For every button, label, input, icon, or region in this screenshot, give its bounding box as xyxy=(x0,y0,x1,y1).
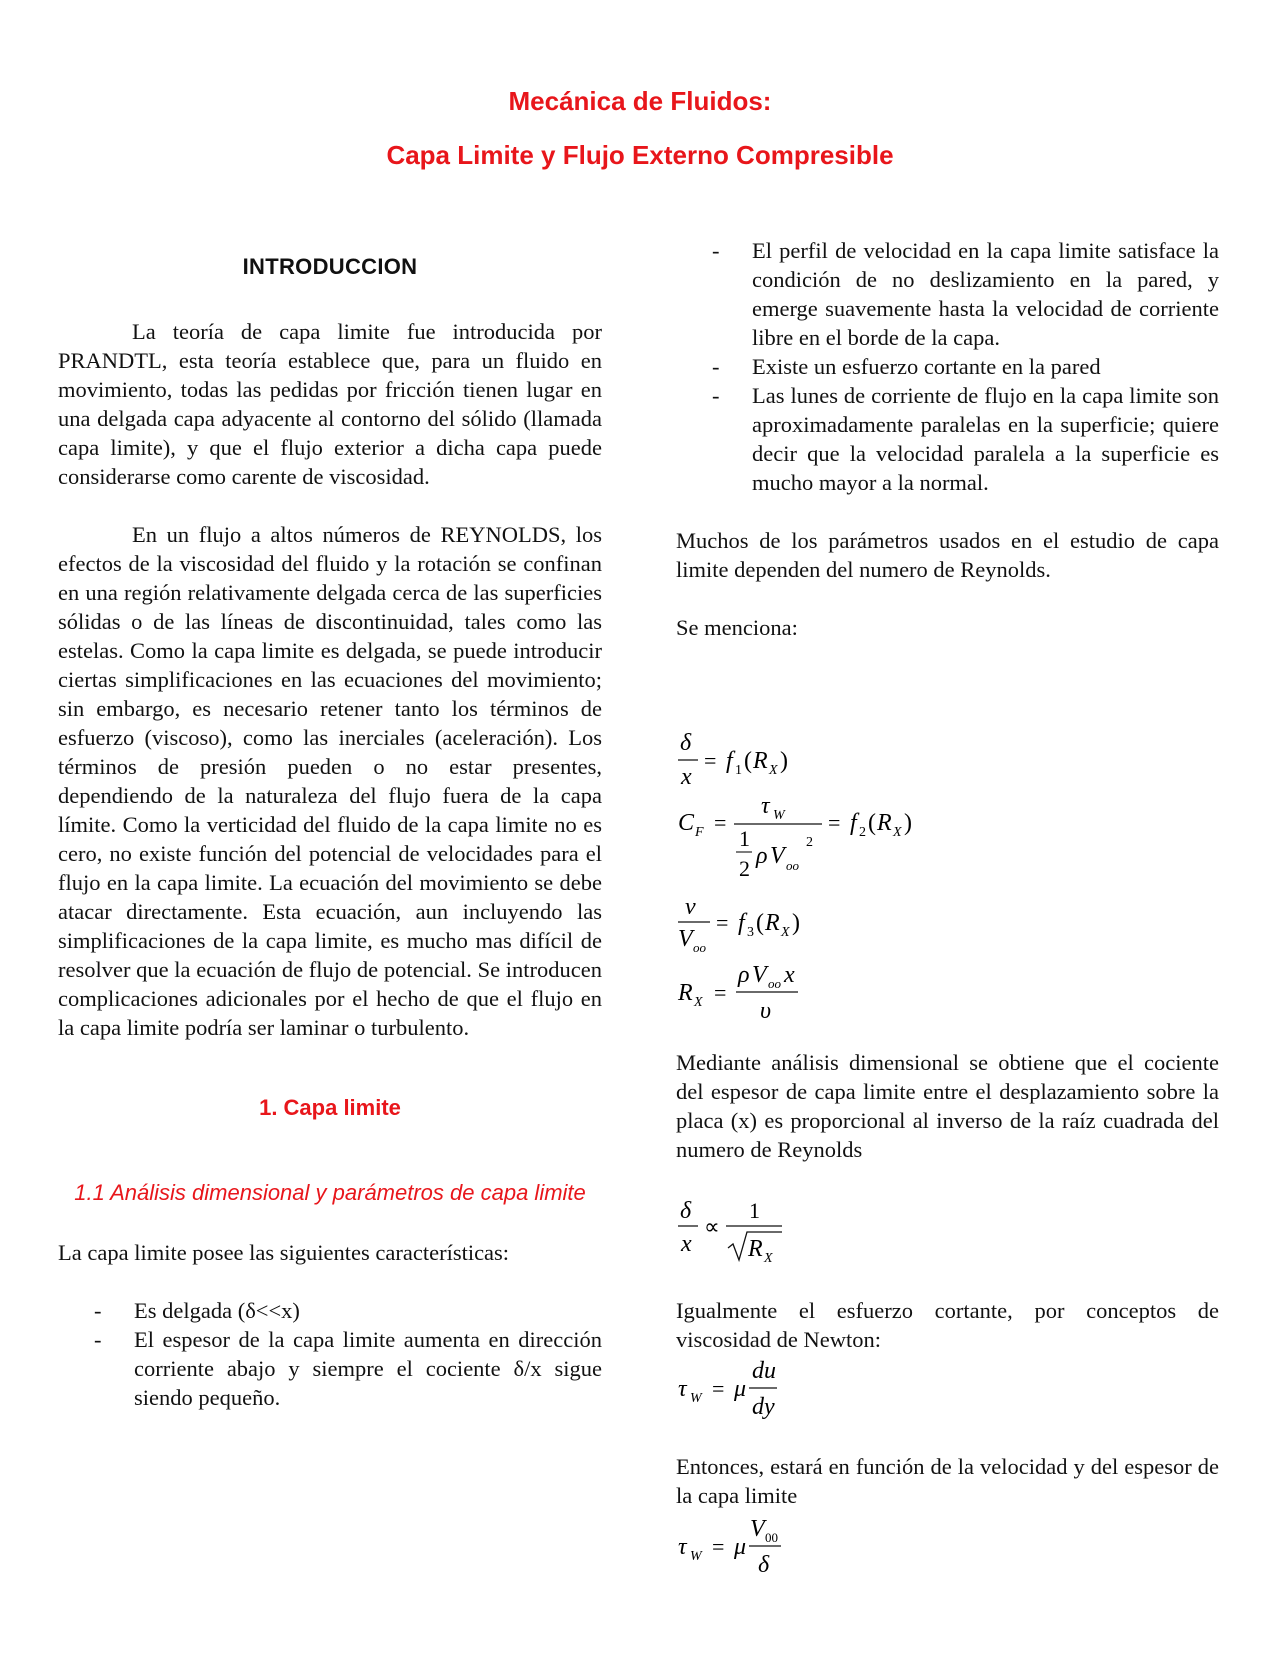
eq-symbol: 1 xyxy=(735,763,742,778)
bullet-dash: - xyxy=(712,238,720,263)
eq-symbol: X xyxy=(694,995,703,1010)
eq-symbol: ∝ xyxy=(704,1214,720,1239)
left-column xyxy=(58,252,602,1412)
equation-velocity-ratio xyxy=(676,892,826,956)
eq-symbol: ( xyxy=(756,910,764,936)
entonces-block xyxy=(676,1452,1219,1510)
eq-symbol: τ xyxy=(678,1376,687,1402)
eq-symbol: = xyxy=(716,910,729,935)
equation-graphic xyxy=(676,1514,826,1582)
equation-graphic xyxy=(676,728,826,790)
eq-symbol: μ xyxy=(734,1376,747,1402)
shear-block xyxy=(676,1296,1219,1354)
list-item-text: Es delgada (δ<<x) xyxy=(134,1298,300,1323)
eq-symbol: = xyxy=(714,810,727,835)
eq-symbol: = xyxy=(714,980,727,1005)
eq-symbol: f xyxy=(726,748,733,774)
eq-symbol: oo xyxy=(693,940,706,955)
eq-symbol: δ xyxy=(680,1198,692,1224)
eq-symbol: X xyxy=(781,925,790,940)
eq-symbol: x xyxy=(784,962,795,988)
equation-graphic xyxy=(676,1196,826,1266)
intro-paragraph-1: La teoría de capa limite fue introducida por PRANDTL, esta teoría establece que, para un fluido en movimiento, todas las pedidas por fricción tienen lugar en una delgada capa adyacente al contorno del sólido (llamada capa limite), y que el flujo exterior a dicha capa puede considerarse como carente de viscosidad. xyxy=(58,319,602,489)
equation-graphic xyxy=(676,796,936,892)
eq-symbol: δ xyxy=(680,730,692,756)
dimensional-paragraph: Mediante análisis dimensional se obtiene que el cociente del espesor de capa limite entre el desplazamiento sobre la placa (x) es proporcional al inverso de la raíz cuadrada del numero de Reynolds xyxy=(676,1050,1219,1162)
eq-symbol: R xyxy=(765,910,780,936)
eq-symbol: X xyxy=(769,763,778,778)
eq-symbol: du xyxy=(752,1358,776,1384)
right-column xyxy=(676,236,1219,642)
shear-paragraph: Igualmente el esfuerzo cortante, por conceptos de viscosidad de Newton: xyxy=(676,1298,1219,1352)
page-subtitle: Capa Limite y Flujo Externo Compresible xyxy=(386,140,894,170)
page-title: Mecánica de Fluidos: xyxy=(508,86,772,116)
bullet-dash: - xyxy=(712,354,720,379)
list-item xyxy=(676,352,1219,381)
equation-graphic xyxy=(676,1358,826,1424)
eq-symbol: oo xyxy=(786,858,799,873)
section-heading: 1. Capa limite xyxy=(259,1095,401,1120)
subsection-heading: 1.1 Análisis dimensional y parámetros de capa limite xyxy=(74,1180,586,1205)
list-item xyxy=(676,381,1219,497)
eq-symbol: δ xyxy=(758,1552,770,1578)
eq-symbol: V xyxy=(770,843,785,869)
eq-symbol: = xyxy=(712,1534,725,1559)
eq-symbol: R xyxy=(877,810,892,836)
eq-symbol: ( xyxy=(744,748,752,774)
equation-wall-shear xyxy=(676,1514,826,1582)
eq-symbol: 2 xyxy=(806,835,813,850)
eq-symbol: R xyxy=(748,1236,763,1262)
list-item-text: El espesor de la capa limite aumenta en dirección corriente abajo y siempre el cociente δ/x sigue siendo pequeño. xyxy=(134,1327,602,1410)
entonces-paragraph: Entonces, estará en función de la velocidad y del espesor de la capa limite xyxy=(676,1454,1219,1508)
eq-symbol: v xyxy=(685,894,696,920)
eq-symbol: ρ xyxy=(756,843,768,869)
eq-symbol: C xyxy=(678,810,695,836)
eq-symbol: W xyxy=(690,1391,702,1406)
eq-symbol: V xyxy=(752,962,767,988)
equation-friction-coefficient xyxy=(676,796,936,892)
eq-symbol: x xyxy=(681,764,692,790)
eq-symbol: W xyxy=(690,1549,702,1564)
eq-symbol: ) xyxy=(904,810,912,836)
eq-symbol: = xyxy=(704,748,717,773)
eq-symbol: oo xyxy=(768,976,781,991)
eq-symbol: f xyxy=(850,810,857,836)
eq-symbol: 00 xyxy=(765,1530,778,1545)
list-item xyxy=(58,1325,602,1412)
eq-symbol: ) xyxy=(780,748,788,774)
characteristics-lead: La capa limite posee las siguientes características: xyxy=(58,1240,510,1265)
dimensional-block xyxy=(676,1048,1219,1164)
equation-graphic xyxy=(676,892,826,956)
eq-symbol: W xyxy=(773,808,785,823)
eq-symbol: X xyxy=(764,1251,773,1266)
eq-symbol: 2 xyxy=(739,856,750,881)
eq-symbol: 1 xyxy=(749,1198,760,1223)
eq-symbol: μ xyxy=(734,1534,747,1560)
eq-symbol: V xyxy=(750,1516,765,1542)
eq-symbol: V xyxy=(678,926,693,952)
eq-symbol: ) xyxy=(792,910,800,936)
eq-symbol: x xyxy=(681,1231,692,1257)
eq-symbol: X xyxy=(893,825,902,840)
eq-symbol: ρ xyxy=(738,962,750,988)
bullet-dash: - xyxy=(712,383,720,408)
eq-symbol: R xyxy=(678,980,693,1006)
intro-paragraph-2: En un flujo a altos números de REYNOLDS, los efectos de la viscosidad del fluido y la rotación se confinan en una región relativamente delgada cerca de las superficies sólidas o de las líneas de discontinuidad, tales como las estelas. Como la capa limite es delgada, se puede introducir ciertas simplificaciones en las ecuaciones del movimiento; sin embargo, es necesario retener tanto los términos de esfuerzo (viscoso), como las inerciales (aceleración). Los términos de presión pueden o no estar presentes, dependiendo de la naturaleza del flujo fuera de la capa límite. Como la verticidad del fluido de la capa limite no es cero, no existe función del potencial de velocidades para el flujo en la capa limite. La ecuación del movimiento se debe atacar directamente. Esta ecuación, aun incluyendo las simplificaciones de la capa limite, es mucho mas difícil de resolver que la ecuación de flujo de potencial. Se introducen complicaciones adicionales por el hecho de que el flujo en la capa limite podría ser laminar o turbulento. xyxy=(58,522,602,1040)
eq-symbol: 2 xyxy=(859,825,866,840)
eq-symbol: dy xyxy=(752,1394,775,1420)
eq-symbol: R xyxy=(753,748,768,774)
equation-delta-over-x xyxy=(676,728,826,790)
equation-newton-viscosity xyxy=(676,1358,826,1424)
eq-symbol: ( xyxy=(868,810,876,836)
list-item xyxy=(676,236,1219,352)
list-item-text: Existe un esfuerzo cortante en la pared xyxy=(752,354,1101,379)
eq-symbol: f xyxy=(738,910,745,936)
equation-proportionality xyxy=(676,1196,826,1266)
reynolds-paragraph: Muchos de los parámetros usados en el estudio de capa limite dependen del numero de Reynolds. xyxy=(676,528,1219,582)
eq-symbol: υ xyxy=(760,998,772,1024)
eq-symbol: F xyxy=(695,825,704,840)
eq-symbol: τ xyxy=(761,796,770,819)
bullet-dash: - xyxy=(94,1298,102,1323)
characteristics-list-left xyxy=(58,1296,602,1412)
eq-symbol: = xyxy=(712,1376,725,1401)
menciona-paragraph: Se menciona: xyxy=(676,615,798,640)
intro-heading: INTRODUCCION xyxy=(242,254,418,279)
eq-symbol: 3 xyxy=(747,925,754,940)
eq-symbol: 1 xyxy=(739,826,750,851)
equation-reynolds-number xyxy=(676,960,826,1028)
eq-symbol: = xyxy=(828,810,841,835)
list-item-text: Las lunes de corriente de flujo en la capa limite son aproximadamente paralelas en la superficie; quiere decir que la velocidad paralela a la superficie es mucho mayor a la normal. xyxy=(752,383,1219,495)
equation-graphic xyxy=(676,960,826,1028)
list-item xyxy=(58,1296,602,1325)
eq-symbol: τ xyxy=(678,1534,687,1560)
bullet-dash: - xyxy=(94,1327,102,1352)
list-item-text: El perfil de velocidad en la capa limite satisface la condición de no deslizamiento en la pared, y emerge suavemente hasta la velocidad de corriente libre en el borde de la capa. xyxy=(752,238,1219,350)
characteristics-list-right xyxy=(676,236,1219,497)
